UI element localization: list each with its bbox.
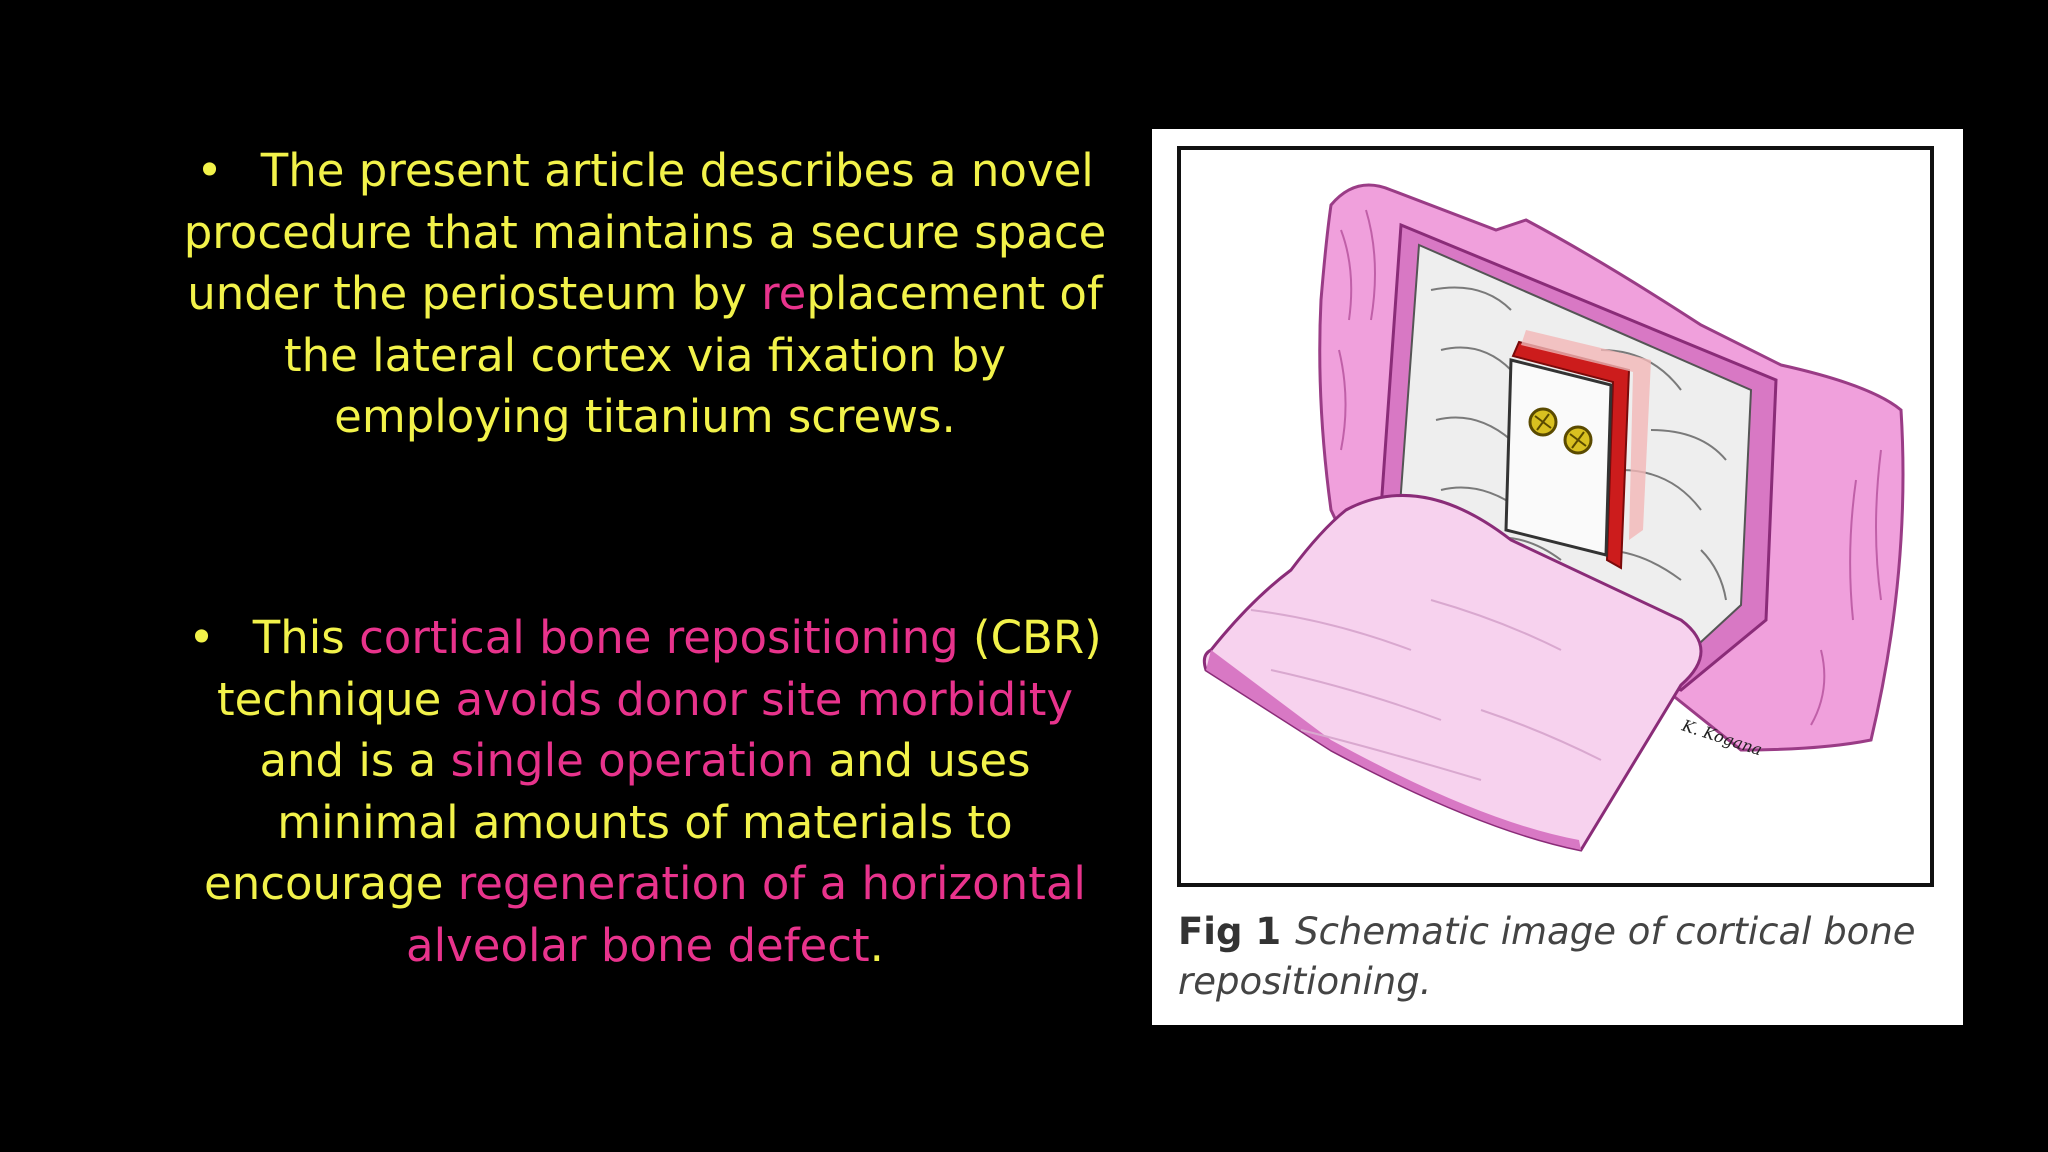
figure-label: Fig 1: [1178, 910, 1282, 953]
bullet-item-1: [180, 140, 1110, 448]
bullet1-text-c: placement of the lateral cortex via fixation by employing titanium screws.: [284, 267, 1103, 443]
figure-card: [1152, 129, 1963, 1025]
cortical-bone-block: [1506, 360, 1611, 555]
bullet2-highlight-cbr: cortical bone repositioning: [359, 611, 959, 664]
artist-signature: K. Kogana: [1679, 715, 1765, 760]
bullet2-highlight-single: single operation: [450, 734, 815, 787]
bullet1-highlight-re: re: [761, 267, 807, 320]
figure-caption-text: Schematic image of cortical bone repositioning.: [1178, 910, 1916, 1003]
bullet2-text-i: .: [869, 918, 884, 972]
bullet2-highlight-donor: avoids donor site morbidity: [455, 672, 1074, 726]
bullet2-text-g: and uses minimal amounts of materials to encourage: [204, 734, 1031, 910]
bullet-item-2: [180, 607, 1110, 976]
cortical-bone-illustration: [1181, 150, 1930, 883]
bullet2-text-e: and is a: [259, 734, 451, 787]
bullet1-text-a: The present article describes a novel procedure that maintains a secure space under the periosteum by: [183, 144, 1107, 320]
bullet2-highlight-regeneration: regeneration of a horizontal alveolar bone defect: [406, 857, 1086, 972]
figure-caption: [1178, 907, 1938, 1007]
figure-frame: [1177, 146, 1934, 887]
bullet-glyph: •: [188, 611, 215, 664]
bullet2-text-a: This: [252, 611, 360, 664]
bullet2-text-c: (CBR) technique: [216, 611, 1102, 726]
bullet-glyph: •: [196, 144, 223, 197]
